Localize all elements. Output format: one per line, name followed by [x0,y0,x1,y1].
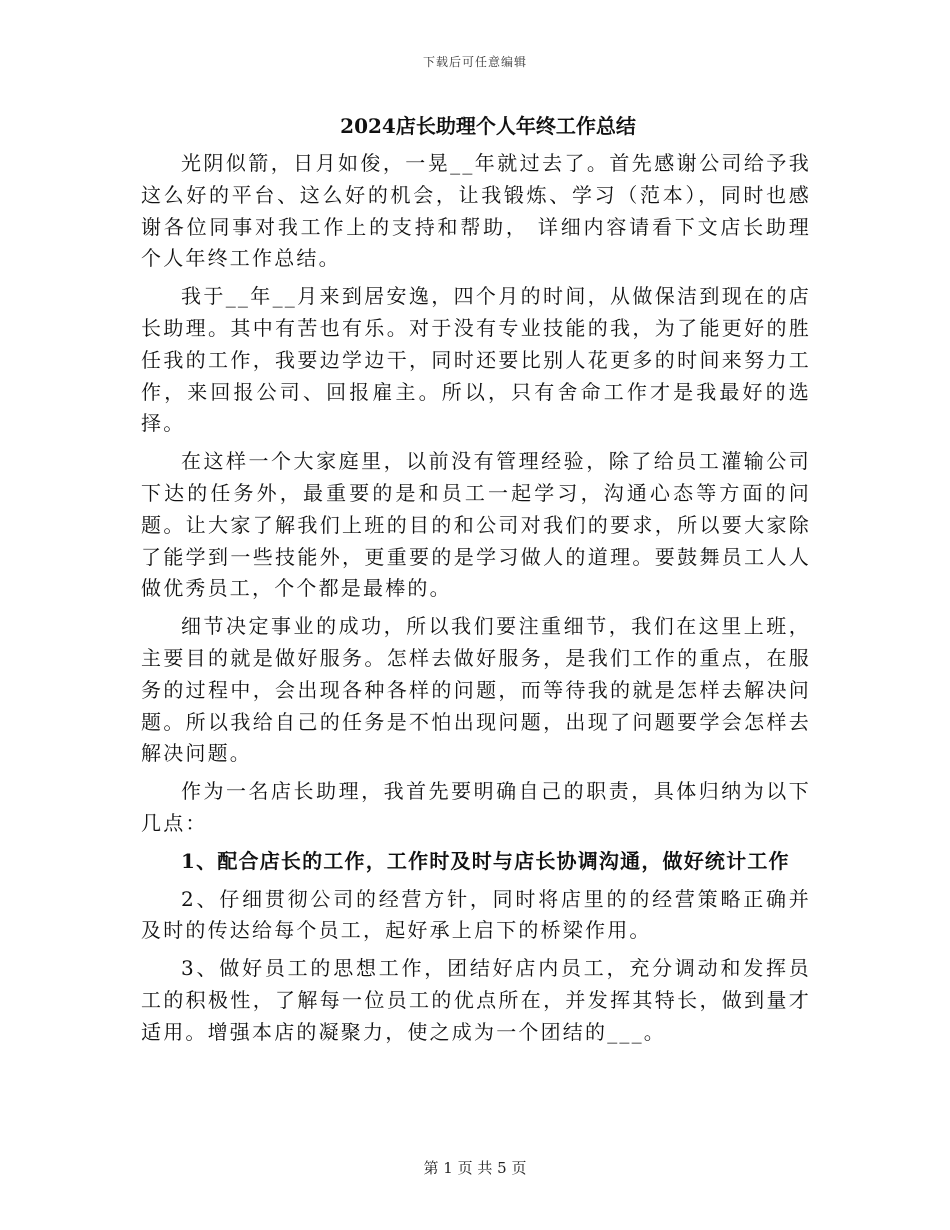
page-number: 第 1 页 共 5 页 [423,1159,527,1177]
document-body [141,110,811,1055]
paragraph-intro: 光阴似箭，日月如俊，一晃__年就过去了。首先感谢公司给予我这么好的平台、这么好的机会，让我锻炼、学习（范本），同时也感谢各位同事对我工作上的支持和帮助， 详细内容请看下文店长助理个人年终工作总结。 [141,151,811,271]
document-title: 2024店长助理个人年终工作总结 [340,114,636,138]
paragraph-details: 细节决定事业的成功，所以我们要注重细节，我们在这里上班，主要目的就是做好服务。怎样去做好服务，是我们工作的重点，在服务的过程中，会出现各种各样的问题，而等待我的就是怎样去解决问题。所以我给自己的任务是不怕出现问题，出现了问题要学会怎样去解决问题。 [141,614,811,766]
paragraph-team: 在这样一个大家庭里，以前没有管理经验，除了给员工灌输公司下达的任务外，最重要的是和员工一起学习，沟通心态等方面的问题。让大家了解我们上班的目的和公司对我们的要求，所以要大家除了能学到一些技能外，更重要的是学习做人的道理。要鼓舞员工人人做优秀员工，个个都是最棒的。 [141,449,811,601]
duty-item-3: 3、做好员工的思想工作，团结好店内员工，充分调动和发挥员工的积极性，了解每一位员工的优点所在，并发挥其特长，做到量才适用。增强本店的凝聚力，使之成为一个团结的___。 [141,956,811,1044]
paragraph-experience: 我于__年__月来到居安逸，四个月的时间，从做保洁到现在的店长助理。其中有苦也有乐。对于没有专业技能的我，为了能更好的胜任我的工作，我要边学边干，同时还要比别人花更多的时间来努力工作，来回报公司、回报雇主。所以，只有舍命工作才是我最好的选择。 [141,284,811,436]
duty-item-1: 1、配合店长的工作，工作时及时与店长协调沟通，做好统计工作 [181,848,790,873]
paragraph-duties-intro: 作为一名店长助理，我首先要明确自己的职责，具体归纳为以下几点： [141,779,811,835]
duty-item-2: 2、仔细贯彻公司的经营方针，同时将店里的的经营策略正确并及时的传达给每个员工，起好承上启下的桥梁作用。 [141,886,811,943]
header-note: 下载后可任意编辑 [422,55,527,69]
